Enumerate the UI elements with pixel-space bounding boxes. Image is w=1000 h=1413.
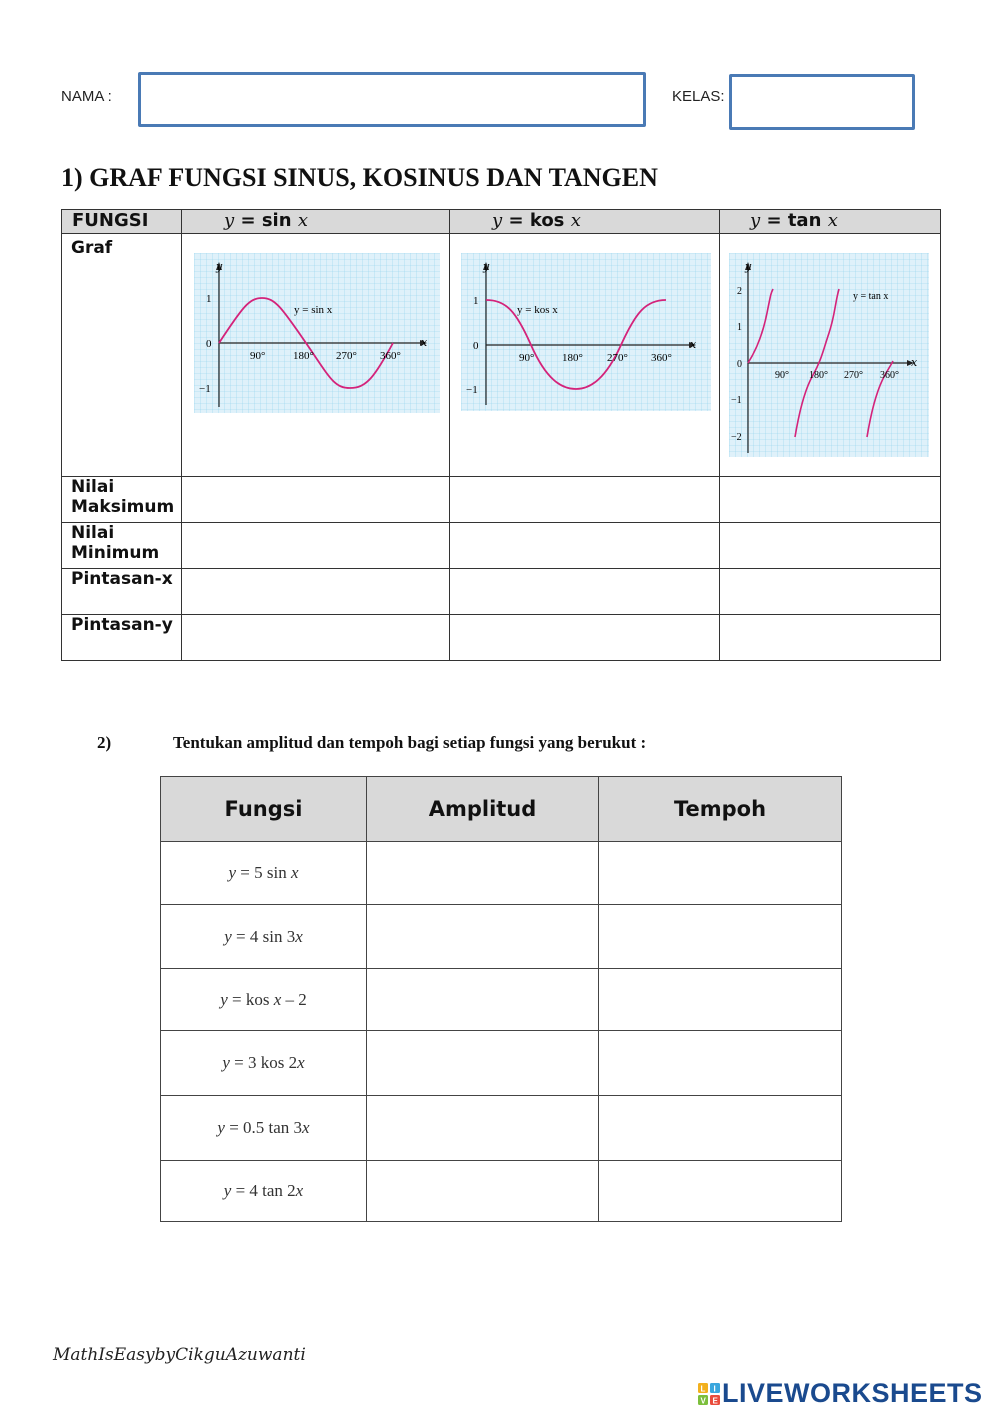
tan-ytick: 2 bbox=[737, 286, 742, 297]
kos-ytick: 0 bbox=[473, 340, 479, 352]
sin-graph bbox=[194, 253, 440, 413]
tan-xtick: 90° bbox=[775, 370, 789, 381]
function-cell: y = kos x – 2 bbox=[161, 969, 367, 1031]
tan-xtick: 360° bbox=[880, 370, 899, 381]
sin-xtick: 90° bbox=[250, 350, 266, 362]
nama-label: NAMA : bbox=[61, 88, 112, 105]
tan-ytick: 1 bbox=[737, 322, 742, 333]
row-label-pintasan-y: Pintasan-y bbox=[71, 615, 173, 635]
function-graph-table bbox=[61, 209, 941, 661]
tan-graph bbox=[729, 253, 929, 457]
header-fungsi: Fungsi bbox=[161, 777, 367, 842]
tan-axis-x: x bbox=[911, 356, 918, 369]
logo-letter: V bbox=[700, 1396, 706, 1405]
amplitud-tempoh-table bbox=[160, 776, 842, 1222]
header-kos: y = kos x bbox=[450, 210, 720, 234]
question2-number: 2) bbox=[97, 733, 112, 752]
tempoh-input[interactable] bbox=[599, 1096, 842, 1161]
function-cell: y = 4 sin 3x bbox=[161, 905, 367, 969]
tempoh-input[interactable] bbox=[599, 1161, 842, 1222]
answer-maks-tan[interactable] bbox=[720, 477, 941, 523]
kos-xtick: 360° bbox=[651, 352, 672, 364]
liveworksheets-brand: LIVEWORKSHEETS bbox=[722, 1378, 983, 1408]
graph-cell-kos bbox=[450, 234, 720, 477]
row-label-minimum: Nilai Minimum bbox=[71, 523, 160, 563]
amplitud-input[interactable] bbox=[367, 842, 599, 905]
kos-axis-x: x bbox=[690, 338, 697, 351]
answer-maks-kos[interactable] bbox=[450, 477, 720, 523]
header-amplitud: Amplitud bbox=[367, 777, 599, 842]
answer-py-sin[interactable] bbox=[182, 615, 450, 661]
graph-cell-tan bbox=[720, 234, 941, 477]
row-label-graf: Graf bbox=[71, 238, 113, 258]
tempoh-input[interactable] bbox=[599, 969, 842, 1031]
logo-letter: I bbox=[713, 1384, 716, 1394]
liveworksheets-logo[interactable] bbox=[698, 1379, 988, 1409]
tan-ytick: 0 bbox=[737, 359, 742, 370]
corner-header: FUNGSI bbox=[62, 210, 182, 234]
function-cell: y = 3 kos 2x bbox=[161, 1031, 367, 1096]
answer-py-kos[interactable] bbox=[450, 615, 720, 661]
tan-curve-label: y = tan x bbox=[853, 291, 889, 302]
header-tempoh: Tempoh bbox=[599, 777, 842, 842]
author-signature: MathIsEasybyCikguAzuwanti bbox=[53, 1345, 306, 1365]
tempoh-input[interactable] bbox=[599, 1031, 842, 1096]
row-label-maksimum: Nilai Maksimum bbox=[71, 477, 175, 517]
tempoh-input[interactable] bbox=[599, 842, 842, 905]
kos-axis-y: y bbox=[483, 260, 490, 273]
answer-py-tan[interactable] bbox=[720, 615, 941, 661]
sin-ytick: 0 bbox=[206, 338, 212, 350]
answer-px-tan[interactable] bbox=[720, 569, 941, 615]
function-cell: y = 4 tan 2x bbox=[161, 1161, 367, 1222]
kelas-input[interactable] bbox=[729, 74, 915, 130]
graph-cell-sin bbox=[182, 234, 450, 477]
question2-text: Tentukan amplitud dan tempoh bagi setiap fungsi yang berukut : bbox=[173, 733, 647, 752]
logo-blocks-icon bbox=[698, 1383, 720, 1405]
sin-axis-x: x bbox=[421, 336, 428, 349]
sin-ytick: −1 bbox=[199, 383, 211, 395]
kos-curve-label: y = kos x bbox=[517, 304, 558, 316]
tan-ytick: −2 bbox=[731, 432, 742, 443]
function-cell: y = 0.5 tan 3x bbox=[161, 1096, 367, 1161]
kos-graph bbox=[461, 253, 711, 411]
tan-xtick: 270° bbox=[844, 370, 863, 381]
kos-ytick: −1 bbox=[466, 384, 478, 396]
answer-min-tan[interactable] bbox=[720, 523, 941, 569]
sin-axis-y: y bbox=[216, 260, 223, 273]
tan-axis-y: y bbox=[745, 260, 752, 273]
answer-px-sin[interactable] bbox=[182, 569, 450, 615]
nama-input[interactable] bbox=[138, 72, 646, 127]
tempoh-input[interactable] bbox=[599, 905, 842, 969]
row-label-pintasan-x: Pintasan-x bbox=[71, 569, 173, 589]
kelas-label: KELAS: bbox=[672, 88, 725, 105]
kos-xtick: 270° bbox=[607, 352, 628, 364]
answer-min-kos[interactable] bbox=[450, 523, 720, 569]
header-sin: y = sin x bbox=[182, 210, 450, 234]
logo-letter: E bbox=[712, 1396, 718, 1405]
sin-xtick: 180° bbox=[293, 350, 314, 362]
answer-maks-sin[interactable] bbox=[182, 477, 450, 523]
amplitud-input[interactable] bbox=[367, 1031, 599, 1096]
amplitud-input[interactable] bbox=[367, 1096, 599, 1161]
tan-ytick: −1 bbox=[731, 395, 742, 406]
sin-curve-label: y = sin x bbox=[294, 304, 333, 316]
sin-ytick: 1 bbox=[206, 293, 212, 305]
sin-xtick: 270° bbox=[336, 350, 357, 362]
amplitud-input[interactable] bbox=[367, 905, 599, 969]
sin-xtick: 360° bbox=[380, 350, 401, 362]
answer-min-sin[interactable] bbox=[182, 523, 450, 569]
function-cell: y = 5 sin x bbox=[161, 842, 367, 905]
answer-px-kos[interactable] bbox=[450, 569, 720, 615]
kos-ytick: 1 bbox=[473, 295, 479, 307]
tan-xtick: 180° bbox=[809, 370, 828, 381]
amplitud-input[interactable] bbox=[367, 969, 599, 1031]
logo-letter: L bbox=[700, 1384, 706, 1394]
amplitud-input[interactable] bbox=[367, 1161, 599, 1222]
header-tan: y = tan x bbox=[720, 210, 941, 234]
section1-title: 1) GRAF FUNGSI SINUS, KOSINUS DAN TANGEN bbox=[61, 163, 658, 192]
kos-xtick: 90° bbox=[519, 352, 535, 364]
kos-xtick: 180° bbox=[562, 352, 583, 364]
